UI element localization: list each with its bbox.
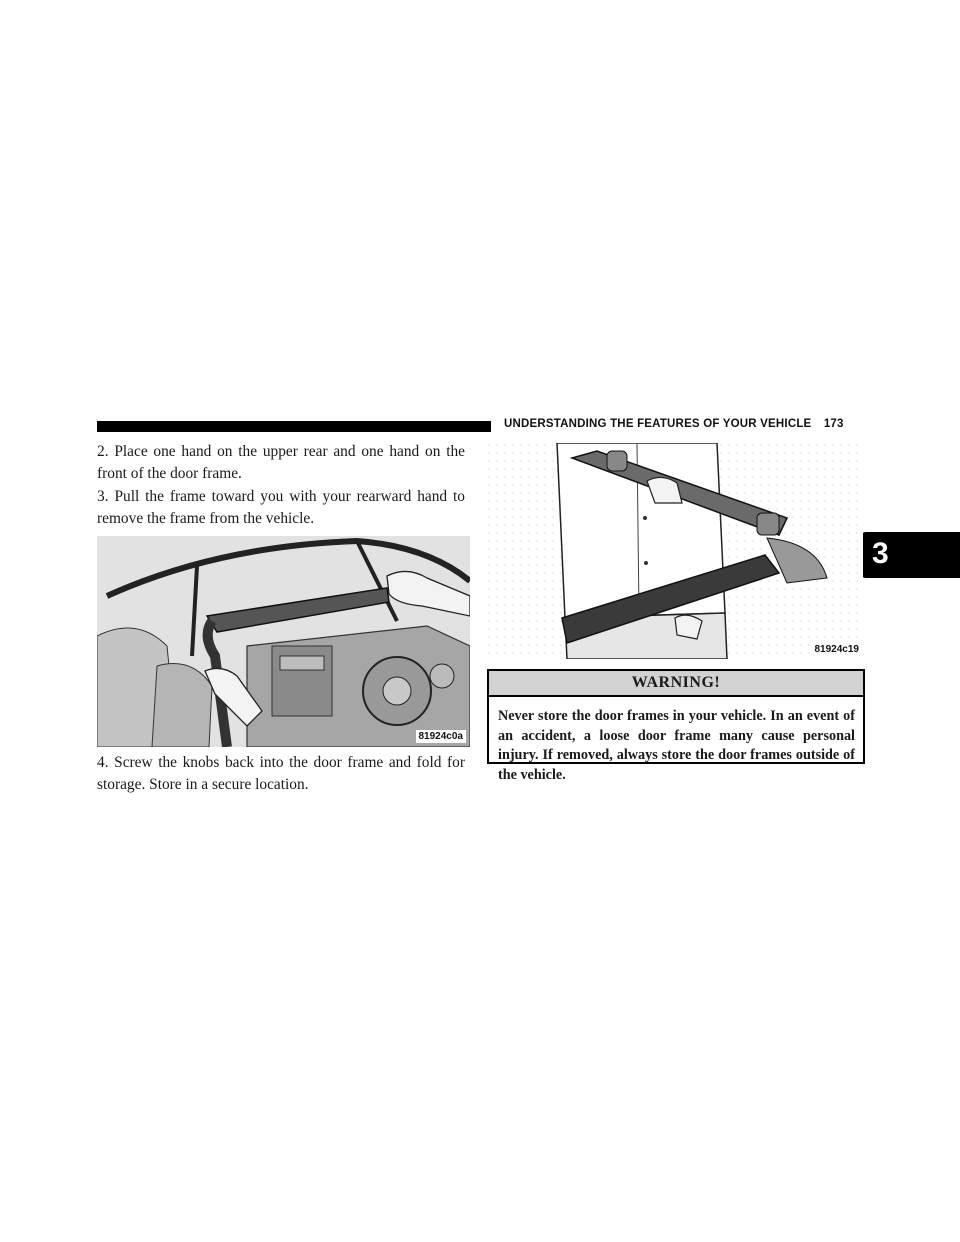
running-header — [504, 418, 844, 430]
door-frame-storage-figure — [487, 443, 863, 659]
warning-box — [487, 669, 865, 783]
warning-title: WARNING! — [489, 671, 863, 697]
step-4: 4. Screw the knobs back into the door frame and fold for storage. Store in a secure location. — [97, 754, 465, 793]
figure-code-right: 81924c19 — [814, 644, 859, 655]
header-bar — [97, 421, 491, 432]
warning-text: Never store the door frames in your vehicle. In an event of an accident, a loose door frame many cause personal injury. If removed, always store the door frames outside of the vehicle. — [498, 708, 855, 783]
chapter-tab — [860, 532, 960, 578]
figure-code-left: 81924c0a — [416, 730, 467, 743]
door-frame-removal-illustration-icon — [97, 536, 470, 747]
step-2: 2. Place one hand on the upper rear and one hand on the front of the door frame. — [97, 443, 465, 482]
section-title: UNDERSTANDING THE FEATURES OF YOUR VEHICLE — [504, 418, 812, 430]
step-3: 3. Pull the frame toward you with your rearward hand to remove the frame from the vehicle. — [97, 488, 465, 527]
door-frame-removal-figure — [97, 536, 470, 747]
door-frame-storage-illustration-icon — [487, 443, 863, 659]
page-number: 173 — [823, 418, 844, 430]
chapter-number: 3 — [872, 537, 889, 570]
